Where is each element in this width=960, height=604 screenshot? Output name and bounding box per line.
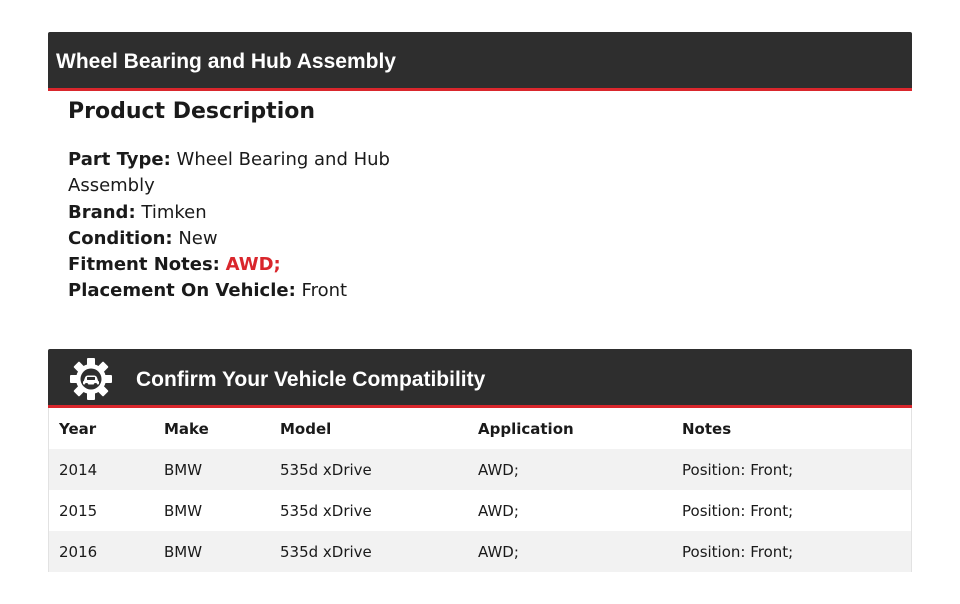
cell-year: 2015	[49, 490, 154, 531]
compatibility-title: Confirm Your Vehicle Compatibility	[136, 368, 486, 391]
table-header-row	[49, 408, 911, 449]
spec-key: Condition:	[68, 227, 173, 249]
spec-condition	[68, 226, 428, 252]
product-description-heading: Product Description	[68, 99, 316, 124]
cell-make: BMW	[154, 490, 270, 531]
cell-model: 535d xDrive	[270, 490, 468, 531]
spec-list	[68, 147, 428, 305]
spec-value: AWD;	[225, 254, 281, 276]
spec-fitment-notes	[68, 252, 428, 278]
spec-key: Brand:	[68, 201, 136, 223]
spec-brand	[68, 200, 428, 226]
column-header-make: Make	[154, 408, 270, 449]
compatibility-table	[49, 408, 911, 572]
column-header-model: Model	[270, 408, 468, 449]
spec-part-type	[68, 147, 428, 200]
product-description-section	[68, 96, 428, 305]
spec-value: Front	[301, 280, 348, 302]
column-header-notes: Notes	[672, 408, 911, 449]
compatibility-table-wrapper	[48, 408, 912, 572]
gear-car-icon	[69, 357, 113, 401]
spec-placement	[68, 278, 428, 304]
cell-make: BMW	[154, 531, 270, 572]
cell-application: AWD;	[468, 490, 672, 531]
product-title: Wheel Bearing and Hub Assembly	[56, 50, 396, 73]
table-row	[49, 531, 911, 572]
cell-year: 2014	[49, 449, 154, 490]
product-title-bar	[48, 32, 912, 91]
compatibility-bar	[48, 349, 912, 408]
cell-notes: Position: Front;	[672, 449, 911, 490]
cell-application: AWD;	[468, 531, 672, 572]
cell-model: 535d xDrive	[270, 531, 468, 572]
spec-value: Wheel Bearing and Hub Assembly	[68, 149, 390, 197]
spec-value: Timken	[141, 201, 207, 223]
cell-make: BMW	[154, 449, 270, 490]
table-row	[49, 490, 911, 531]
cell-notes: Position: Front;	[672, 531, 911, 572]
cell-year: 2016	[49, 531, 154, 572]
spec-key: Part Type:	[68, 149, 171, 170]
spec-key: Placement On Vehicle:	[68, 280, 296, 302]
column-header-year: Year	[49, 408, 154, 449]
cell-application: AWD;	[468, 449, 672, 490]
cell-notes: Position: Front;	[672, 490, 911, 531]
table-row	[49, 449, 911, 490]
column-header-application: Application	[468, 408, 672, 449]
cell-model: 535d xDrive	[270, 449, 468, 490]
spec-value: New	[178, 227, 218, 249]
spec-key: Fitment Notes:	[68, 254, 220, 276]
